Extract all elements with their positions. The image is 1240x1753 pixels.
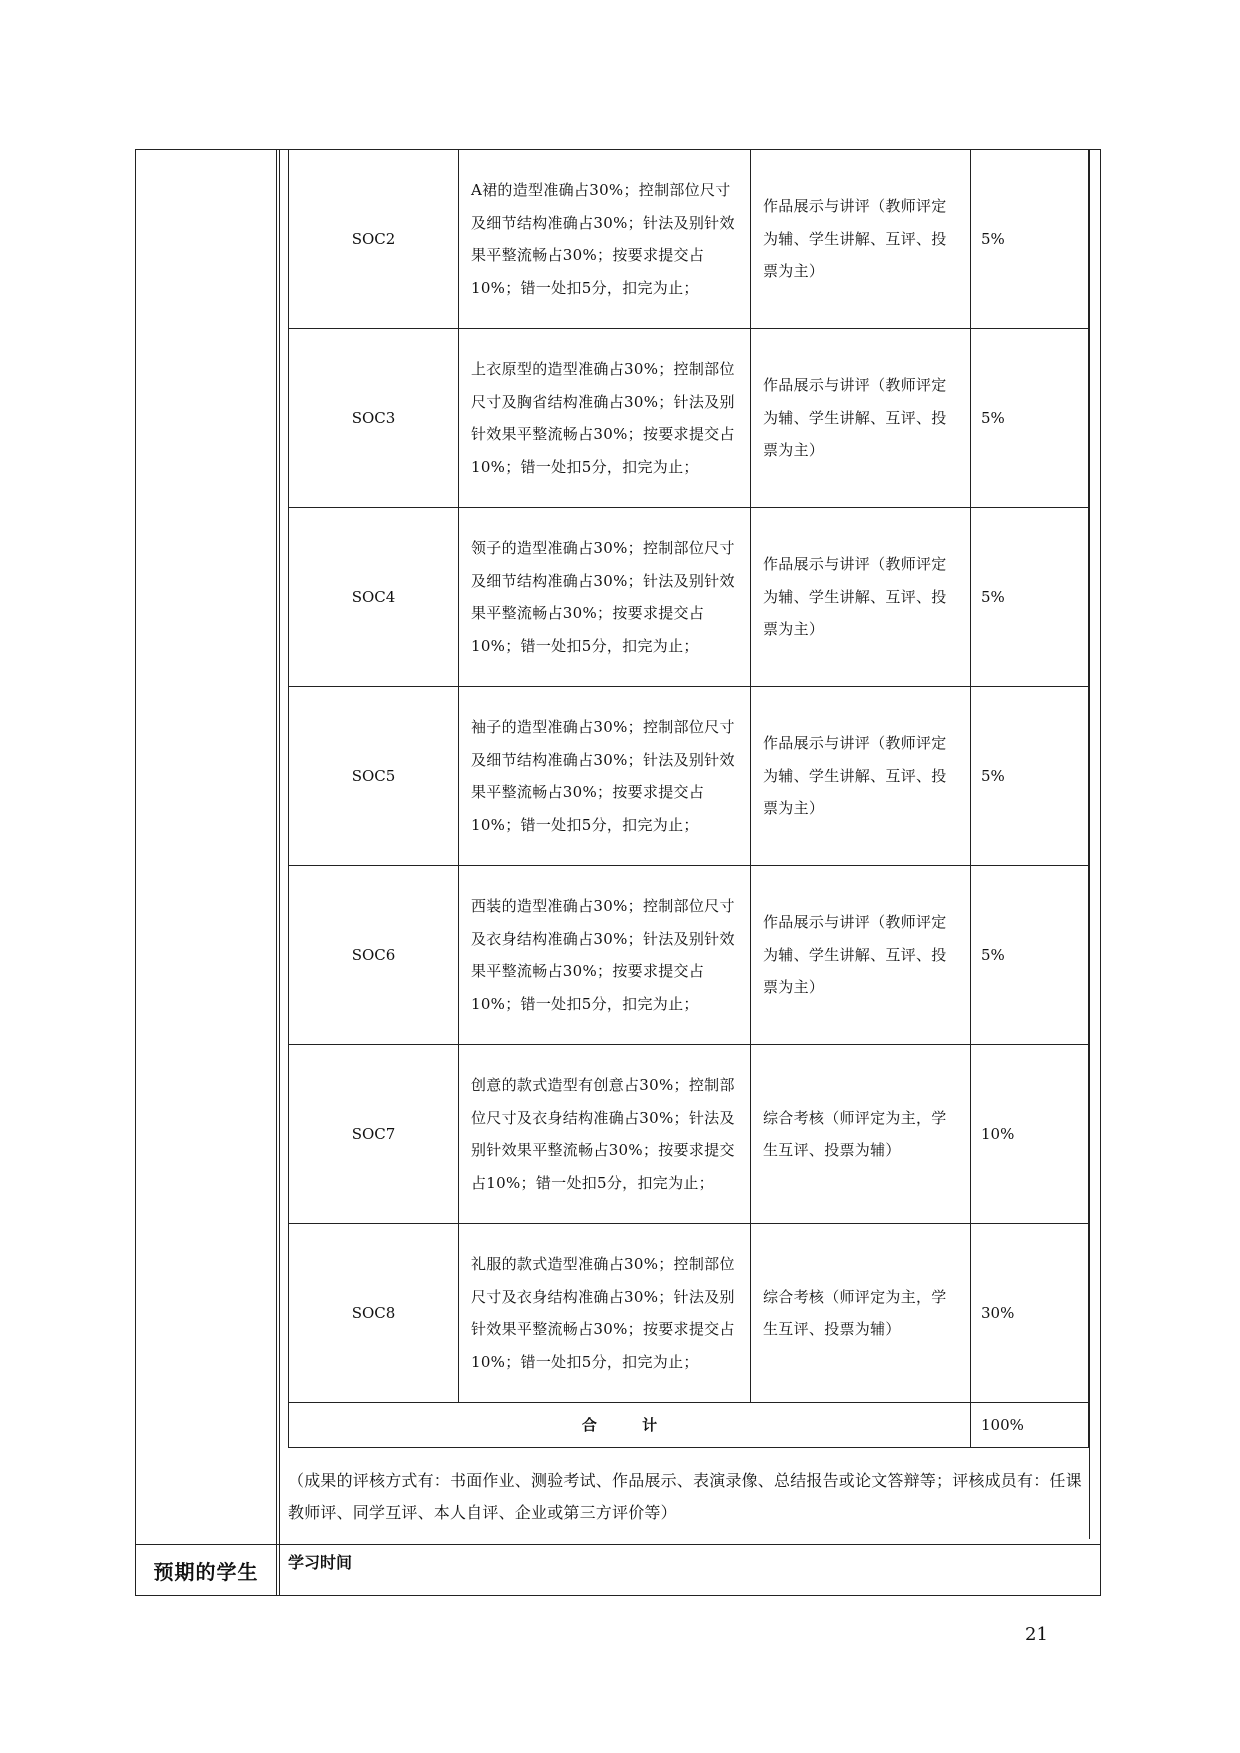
table-row — [289, 1045, 1089, 1224]
total-value: 100% — [971, 1403, 1089, 1448]
right-inner-border — [1089, 150, 1090, 1539]
row-weight: 5% — [971, 866, 1089, 1045]
table-row — [289, 329, 1089, 508]
assessment-note: （成果的评核方式有：书面作业、测验考试、作品展示、表演录像、总结报告或论文答辩等；评核成员有：任课教师评、同学互评、本人自评、企业或第三方评价等） — [288, 1471, 1082, 1522]
row-code: SOC4 — [289, 508, 459, 687]
row-code: SOC6 — [289, 866, 459, 1045]
row-method: 作品展示与讲评（教师评定为辅、学生讲解、互评、投票为主） — [751, 150, 971, 329]
row-weight: 10% — [971, 1045, 1089, 1224]
row-code: SOC8 — [289, 1224, 459, 1403]
page-number: 21 — [1025, 1624, 1048, 1645]
row-weight: 5% — [971, 508, 1089, 687]
row-weight: 5% — [971, 150, 1089, 329]
table-row — [289, 150, 1089, 329]
section-divider — [136, 1544, 1100, 1545]
row-standard: 创意的款式造型有创意占30%；控制部位尺寸及衣身结构准确占30%；针法及别针效果平整流畅占30%；按要求提交占10%；错一处扣5分，扣完为止； — [459, 1045, 751, 1224]
row-standard: 上衣原型的造型准确占30%；控制部位尺寸及胸省结构准确占30%；针法及别针效果平整流畅占30%；按要求提交占10%；错一处扣5分，扣完为止； — [459, 329, 751, 508]
table-row — [289, 508, 1089, 687]
total-row — [289, 1403, 1089, 1448]
table-row — [289, 1224, 1089, 1403]
row-standard: 领子的造型准确占30%；控制部位尺寸及细节结构准确占30%；针法及别针效果平整流畅占30%；按要求提交占10%；错一处扣5分，扣完为止； — [459, 508, 751, 687]
row-standard: 礼服的款式造型准确占30%；控制部位尺寸及衣身结构准确占30%；针法及别针效果平整流畅占30%；按要求提交占10%；错一处扣5分，扣完为止； — [459, 1224, 751, 1403]
total-label: 合 计 — [289, 1403, 971, 1448]
column-divider-double — [279, 150, 280, 1595]
row-standard: A裙的造型准确占30%；控制部位尺寸及细节结构准确占30%；针法及别针效果平整流畅占30%；按要求提交占10%；错一处扣5分，扣完为止； — [459, 150, 751, 329]
table-row — [289, 866, 1089, 1045]
row-method: 作品展示与讲评（教师评定为辅、学生讲解、互评、投票为主） — [751, 687, 971, 866]
row-code: SOC3 — [289, 329, 459, 508]
row-code: SOC2 — [289, 150, 459, 329]
row-weight: 30% — [971, 1224, 1089, 1403]
row-method: 作品展示与讲评（教师评定为辅、学生讲解、互评、投票为主） — [751, 329, 971, 508]
row-weight: 5% — [971, 687, 1089, 866]
row-standard: 西装的造型准确占30%；控制部位尺寸及衣身结构准确占30%；针法及别针效果平整流畅占30%；按要求提交占10%；错一处扣5分，扣完为止； — [459, 866, 751, 1045]
section-left-label: 预期的学生 — [153, 1560, 259, 1584]
section-right-label: 学习时间 — [288, 1553, 353, 1572]
row-weight: 5% — [971, 329, 1089, 508]
row-code: SOC7 — [289, 1045, 459, 1224]
row-code: SOC5 — [289, 687, 459, 866]
column-divider — [276, 150, 277, 1595]
table-row — [289, 687, 1089, 866]
assessment-table — [288, 149, 1089, 1448]
row-standard: 袖子的造型准确占30%；控制部位尺寸及细节结构准确占30%；针法及别针效果平整流畅占30%；按要求提交占10%；错一处扣5分，扣完为止； — [459, 687, 751, 866]
row-method: 作品展示与讲评（教师评定为辅、学生讲解、互评、投票为主） — [751, 866, 971, 1045]
row-method: 作品展示与讲评（教师评定为辅、学生讲解、互评、投票为主） — [751, 508, 971, 687]
row-method: 综合考核（师评定为主，学生互评、投票为辅） — [751, 1045, 971, 1224]
row-method: 综合考核（师评定为主，学生互评、投票为辅） — [751, 1224, 971, 1403]
